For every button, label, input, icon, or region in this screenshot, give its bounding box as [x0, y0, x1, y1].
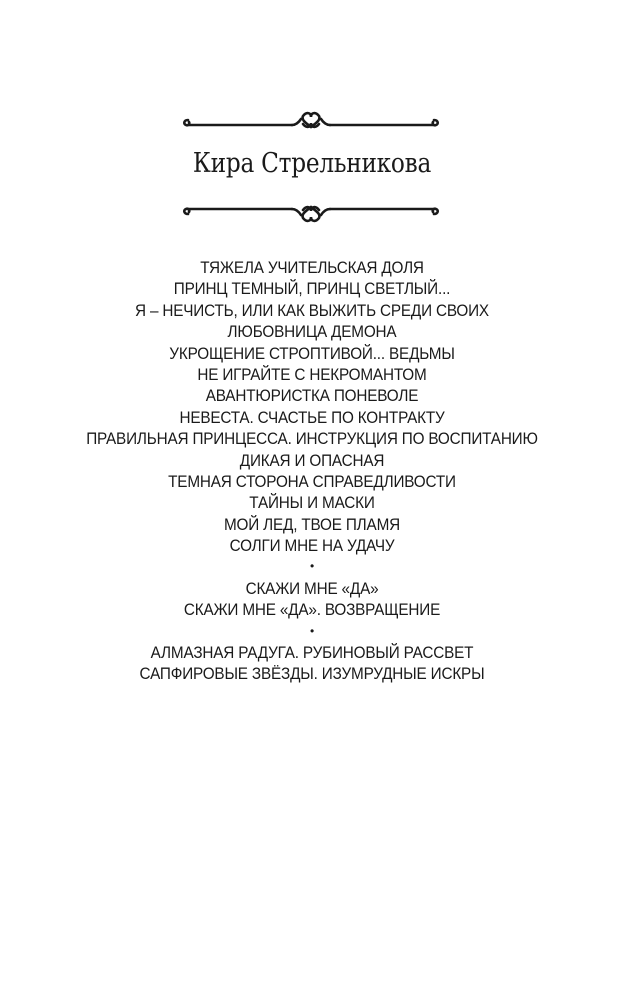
- book-title: ПРИНЦ ТЕМНЫЙ, ПРИНЦ СВЕТЛЫЙ...: [173, 279, 451, 299]
- book-title: ПРАВИЛЬНАЯ ПРИНЦЕССА. ИНСТРУКЦИЯ ПО ВОСПИТАНИЮ: [86, 429, 538, 449]
- book-title: СКАЖИ МНЕ «ДА»: [245, 578, 379, 598]
- decorative-knot-divider-top: [180, 111, 442, 131]
- book-title: ТЕМНАЯ СТОРОНА СПРАВЕДЛИВОСТИ: [168, 471, 456, 491]
- book-list: [0, 257, 624, 685]
- book-title: УКРОЩЕНИЕ СТРОПТИВОЙ... ВЕДЬМЫ: [169, 343, 455, 363]
- book-title: ТАЙНЫ И МАСКИ: [249, 493, 375, 513]
- book-title: СОЛГИ МНЕ НА УДАЧУ: [229, 536, 395, 556]
- book-title: АВАНТЮРИСТКА ПОНЕВОЛЕ: [205, 386, 419, 406]
- book-title: АЛМАЗНАЯ РАДУГА. РУБИНОВЫЙ РАССВЕТ: [150, 643, 474, 663]
- decorative-knot-divider-bottom: [180, 203, 442, 223]
- author-name: Кира Стрельникова: [192, 148, 432, 179]
- book-title: НЕВЕСТА. СЧАСТЬЕ ПО КОНТРАКТУ: [179, 407, 445, 427]
- book-title: ЛЮБОВНИЦА ДЕМОНА: [227, 322, 397, 342]
- book-title: НЕ ИГРАЙТЕ С НЕКРОМАНТОМ: [197, 364, 427, 384]
- book-title: МОЙ ЛЕД, ТВОЕ ПЛАМЯ: [223, 514, 401, 534]
- book-title: СКАЖИ МНЕ «ДА». ВОЗВРАЩЕНИЕ: [183, 600, 441, 620]
- bullet-separator: •: [309, 623, 314, 638]
- book-title: ДИКАЯ И ОПАСНАЯ: [239, 450, 385, 470]
- bullet-separator: •: [309, 559, 314, 574]
- book-title: САПФИРОВЫЕ ЗВЁЗДЫ. ИЗУМРУДНЫЕ ИСКРЫ: [139, 664, 485, 684]
- book-title: Я – НЕЧИСТЬ, ИЛИ КАК ВЫЖИТЬ СРЕДИ СВОИХ: [135, 300, 489, 320]
- book-title: ТЯЖЕЛА УЧИТЕЛЬСКАЯ ДОЛЯ: [200, 258, 424, 277]
